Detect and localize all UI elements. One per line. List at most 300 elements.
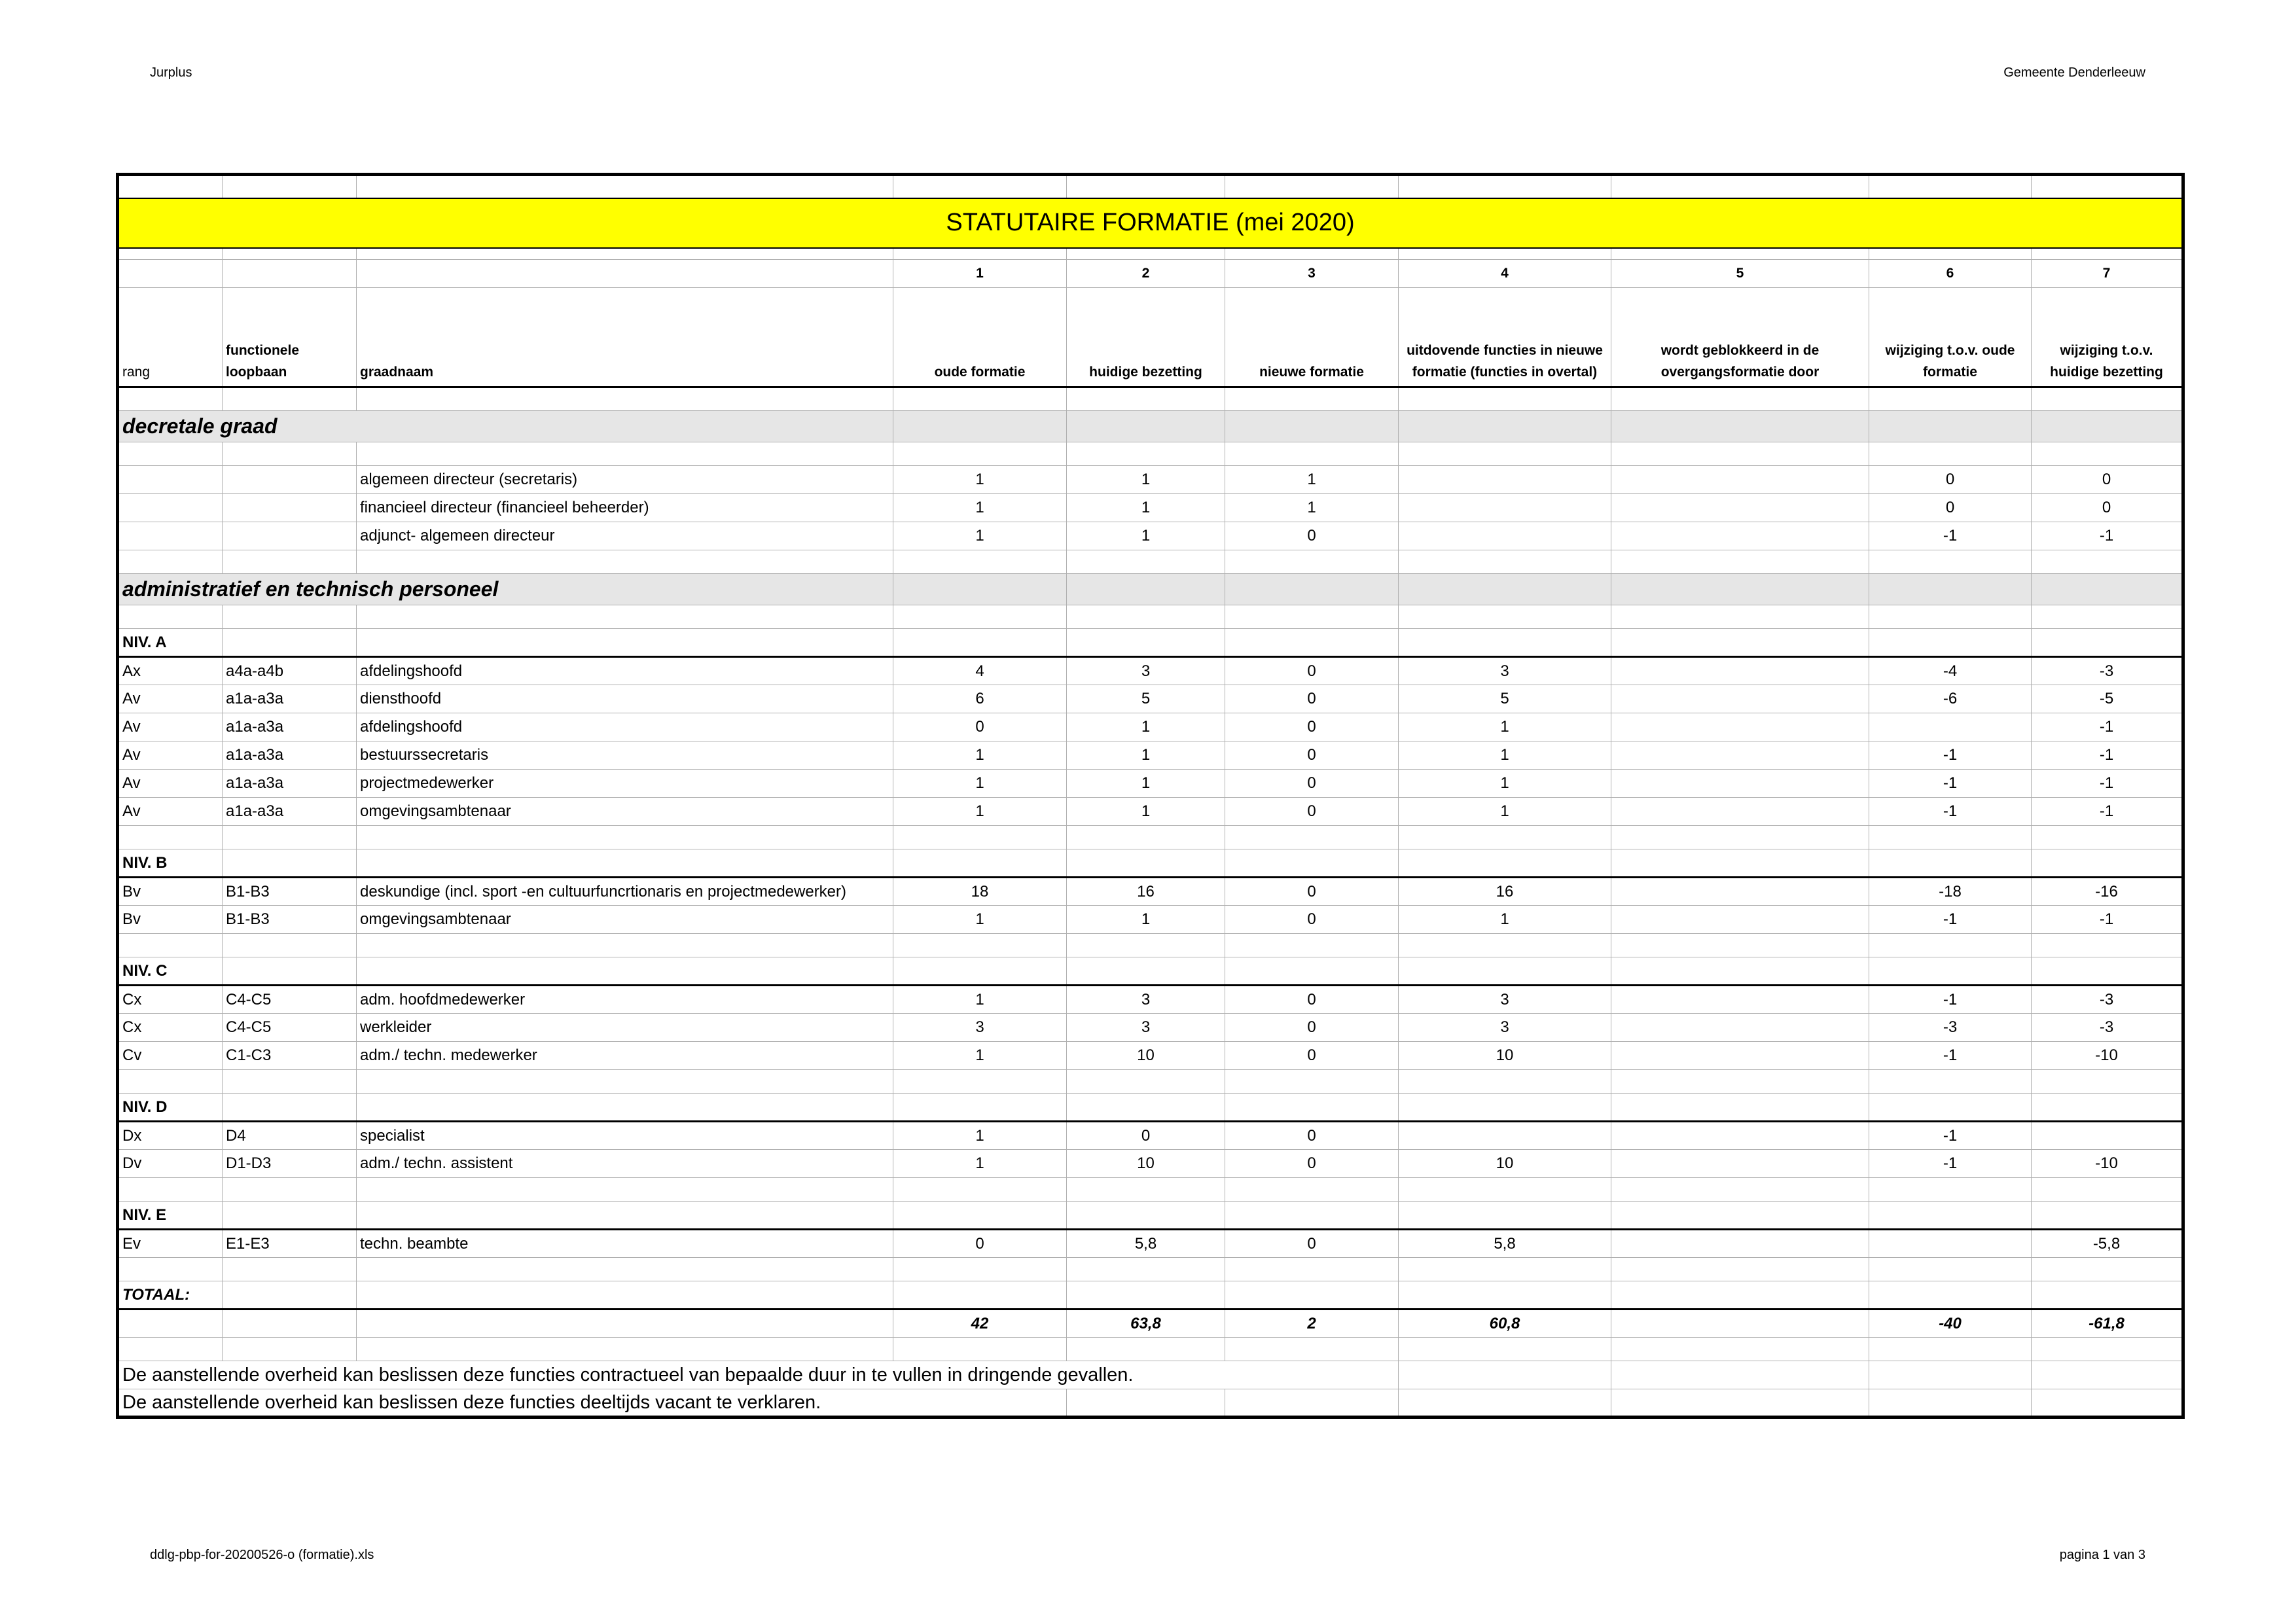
- cell-loopbaan: B1-B3: [223, 878, 357, 906]
- empty-cell: [1869, 1281, 2032, 1310]
- empty-cell: [1611, 1361, 1869, 1389]
- header-wijziging-oude: wijziging t.o.v. oude formatie: [1869, 288, 2032, 387]
- cell-oude-formatie: 4: [893, 657, 1067, 685]
- cell-nieuwe-formatie: 0: [1225, 1042, 1399, 1070]
- empty-cell: [1399, 629, 1611, 657]
- cell-geblokkeerd: [1611, 713, 1869, 741]
- cell-geblokkeerd: [1611, 1122, 1869, 1150]
- level-row: [118, 957, 2183, 986]
- empty-cell: [893, 1338, 1067, 1361]
- cell-rang: Bv: [118, 906, 223, 934]
- empty-cell: [2032, 1389, 2183, 1418]
- spacer-row: [118, 550, 2183, 574]
- level-row: [118, 1094, 2183, 1122]
- empty-cell: [1225, 629, 1399, 657]
- cell-wijziging-oude: -1: [1869, 1122, 2032, 1150]
- cell-rang: Bv: [118, 878, 223, 906]
- cell-geblokkeerd: [1611, 1042, 1869, 1070]
- cell-huidige-bezetting: 3: [1067, 986, 1225, 1014]
- empty-cell: [893, 574, 1067, 605]
- empty-cell: [1869, 957, 2032, 986]
- header-oude-formatie: oude formatie: [893, 288, 1067, 387]
- cell-huidige-bezetting: 5,8: [1067, 1230, 1225, 1258]
- cell-graadnaam: werkleider: [357, 1014, 893, 1042]
- cell-uitdovend: 5: [1399, 685, 1611, 713]
- cell-wijziging-huidige: [2032, 1122, 2183, 1150]
- empty-cell: [223, 1178, 357, 1202]
- empty-cell: [1399, 849, 1611, 878]
- cell-huidige-bezetting: 3: [1067, 1014, 1225, 1042]
- empty-cell: [1225, 387, 1399, 411]
- empty-cell: [357, 1258, 893, 1281]
- cell-nieuwe-formatie: 0: [1225, 986, 1399, 1014]
- cell-uitdovend: 10: [1399, 1042, 1611, 1070]
- cell-rang: [118, 466, 223, 494]
- empty-cell: [118, 550, 223, 574]
- empty-cell: [893, 1094, 1067, 1122]
- spacer-row: [118, 826, 2183, 849]
- empty-cell: [1611, 605, 1869, 629]
- column-number: 6: [1869, 260, 2032, 288]
- empty-cell: [1067, 849, 1225, 878]
- cell-wijziging-oude: -3: [1869, 1014, 2032, 1042]
- empty-cell: [223, 1281, 357, 1310]
- cell-nieuwe-formatie: 0: [1225, 1122, 1399, 1150]
- level-label: NIV. E: [118, 1202, 223, 1230]
- empty-cell: [1067, 1338, 1225, 1361]
- cell-geblokkeerd: [1611, 986, 1869, 1014]
- cell-oude-formatie: 0: [893, 713, 1067, 741]
- empty-cell: [893, 826, 1067, 849]
- cell-uitdovend: 1: [1399, 798, 1611, 826]
- empty-cell: [2032, 550, 2183, 574]
- cell-loopbaan: C4-C5: [223, 986, 357, 1014]
- empty-cell: [1869, 605, 2032, 629]
- empty-cell: [893, 1070, 1067, 1094]
- cell-oude-formatie: 18: [893, 878, 1067, 906]
- empty-cell: [1225, 934, 1399, 957]
- empty-cell: [1611, 1338, 1869, 1361]
- empty-cell: [1611, 957, 1869, 986]
- cell-rang: [118, 494, 223, 522]
- empty-cell: [223, 550, 357, 574]
- empty-cell: [1399, 411, 1611, 442]
- cell-loopbaan: D4: [223, 1122, 357, 1150]
- empty-cell: [1399, 574, 1611, 605]
- empty-cell: [2032, 1281, 2183, 1310]
- empty-cell: [1067, 1178, 1225, 1202]
- header-uitdovende-functies: uitdovende functies in nieuwe formatie (functies in overtal): [1399, 288, 1611, 387]
- empty-cell: [1067, 1281, 1225, 1310]
- cell-rang: Cv: [118, 1042, 223, 1070]
- cell-loopbaan: D1-D3: [223, 1150, 357, 1178]
- cell-wijziging-oude: [1869, 1230, 2032, 1258]
- cell-rang: [118, 522, 223, 550]
- empty-cell: [1869, 1361, 2032, 1389]
- empty-cell: [357, 387, 893, 411]
- total-c3: 2: [1225, 1310, 1399, 1338]
- empty-cell: [223, 605, 357, 629]
- cell-uitdovend: [1399, 1122, 1611, 1150]
- empty-cell: [118, 1258, 223, 1281]
- empty-cell: [1067, 605, 1225, 629]
- totals-row: [118, 1310, 2183, 1338]
- table-row: [118, 741, 2183, 770]
- cell-nieuwe-formatie: 0: [1225, 657, 1399, 685]
- empty-cell: [1225, 574, 1399, 605]
- cell-huidige-bezetting: 3: [1067, 657, 1225, 685]
- cell-uitdovend: 1: [1399, 741, 1611, 770]
- empty-cell: [118, 1178, 223, 1202]
- empty-cell: [1869, 442, 2032, 466]
- empty-cell: [1067, 1094, 1225, 1122]
- cell-loopbaan: a1a-a3a: [223, 685, 357, 713]
- empty-cell: [1399, 442, 1611, 466]
- cell-uitdovend: 3: [1399, 986, 1611, 1014]
- cell-wijziging-oude: -1: [1869, 798, 2032, 826]
- empty-cell: [1225, 826, 1399, 849]
- total-c2: 63,8: [1067, 1310, 1225, 1338]
- header-nieuwe-formatie: nieuwe formatie: [1225, 288, 1399, 387]
- empty-cell: [118, 605, 223, 629]
- cell-uitdovend: 1: [1399, 906, 1611, 934]
- column-header-row: [118, 288, 2183, 387]
- column-number: 7: [2032, 260, 2183, 288]
- cell-graadnaam: omgevingsambtenaar: [357, 798, 893, 826]
- cell-geblokkeerd: [1611, 906, 1869, 934]
- spacer-row: [118, 1258, 2183, 1281]
- cell-loopbaan: a1a-a3a: [223, 770, 357, 798]
- empty-cell: [1399, 957, 1611, 986]
- empty-cell: [1869, 826, 2032, 849]
- cell-graadnaam: techn. beambte: [357, 1230, 893, 1258]
- cell-rang: Av: [118, 685, 223, 713]
- empty-cell: [2032, 411, 2183, 442]
- cell-wijziging-huidige: -5,8: [2032, 1230, 2183, 1258]
- spacer-row: [118, 1178, 2183, 1202]
- cell-rang: Av: [118, 741, 223, 770]
- level-label: NIV. D: [118, 1094, 223, 1122]
- note-row: [118, 1389, 2183, 1418]
- spacer-row: [118, 1338, 2183, 1361]
- cell-geblokkeerd: [1611, 522, 1869, 550]
- cell-graadnaam: omgevingsambtenaar: [357, 906, 893, 934]
- spacer-row: [118, 1070, 2183, 1094]
- empty-cell: [1869, 629, 2032, 657]
- table-row: [118, 878, 2183, 906]
- empty-cell: [1611, 1094, 1869, 1122]
- cell-oude-formatie: 3: [893, 1014, 1067, 1042]
- spacer-row: [118, 248, 2183, 260]
- empty-cell: [1225, 849, 1399, 878]
- empty-cell: [2032, 826, 2183, 849]
- cell-rang: Av: [118, 713, 223, 741]
- empty-cell: [1399, 1094, 1611, 1122]
- cell-loopbaan: C1-C3: [223, 1042, 357, 1070]
- cell-graadnaam: diensthoofd: [357, 685, 893, 713]
- cell-wijziging-oude: 0: [1869, 466, 2032, 494]
- table-row: [118, 522, 2183, 550]
- cell-huidige-bezetting: 1: [1067, 466, 1225, 494]
- cell-oude-formatie: 1: [893, 741, 1067, 770]
- empty-cell: [223, 1310, 357, 1338]
- empty-cell: [893, 1178, 1067, 1202]
- empty-cell: [2032, 574, 2183, 605]
- empty-cell: [2032, 1178, 2183, 1202]
- empty-cell: [893, 629, 1067, 657]
- empty-cell: [1399, 387, 1611, 411]
- empty-cell: [1067, 629, 1225, 657]
- empty-cell: [2032, 1202, 2183, 1230]
- cell-loopbaan: [223, 466, 357, 494]
- total-c5: [1611, 1310, 1869, 1338]
- cell-uitdovend: 5,8: [1399, 1230, 1611, 1258]
- empty-cell: [2032, 1094, 2183, 1122]
- empty-cell: [1399, 1258, 1611, 1281]
- cell-graadnaam: adjunct- algemeen directeur: [357, 522, 893, 550]
- table-row: [118, 1042, 2183, 1070]
- cell-loopbaan: a1a-a3a: [223, 798, 357, 826]
- cell-wijziging-oude: -1: [1869, 1042, 2032, 1070]
- empty-cell: [223, 629, 357, 657]
- empty-cell: [1869, 1094, 2032, 1122]
- cell-wijziging-huidige: -1: [2032, 906, 2183, 934]
- empty-cell: [2032, 1338, 2183, 1361]
- empty-cell: [1067, 826, 1225, 849]
- cell-wijziging-huidige: -10: [2032, 1042, 2183, 1070]
- note-text: De aanstellende overheid kan beslissen deze functies contractueel van bepaalde duur in te vullen in dringende gevallen.: [118, 1361, 1399, 1389]
- cell-loopbaan: a1a-a3a: [223, 713, 357, 741]
- empty-cell: [357, 1310, 893, 1338]
- cell-wijziging-huidige: -1: [2032, 522, 2183, 550]
- empty-cell: [223, 934, 357, 957]
- cell-graadnaam: specialist: [357, 1122, 893, 1150]
- cell-huidige-bezetting: 16: [1067, 878, 1225, 906]
- empty-cell: [357, 1070, 893, 1094]
- cell-wijziging-huidige: 0: [2032, 494, 2183, 522]
- cell-huidige-bezetting: 0: [1067, 1122, 1225, 1150]
- empty-cell: [1611, 1258, 1869, 1281]
- empty-cell: [357, 826, 893, 849]
- cell-nieuwe-formatie: 0: [1225, 1014, 1399, 1042]
- header-huidige-bezetting: huidige bezetting: [1067, 288, 1225, 387]
- table-title: STATUTAIRE FORMATIE (mei 2020): [118, 198, 2183, 248]
- table-row: [118, 713, 2183, 741]
- cell-graadnaam: algemeen directeur (secretaris): [357, 466, 893, 494]
- table-row: [118, 770, 2183, 798]
- cell-nieuwe-formatie: 0: [1225, 906, 1399, 934]
- cell-wijziging-oude: -4: [1869, 657, 2032, 685]
- cell-wijziging-huidige: -1: [2032, 798, 2183, 826]
- empty-cell: [1399, 1281, 1611, 1310]
- empty-cell: [1067, 411, 1225, 442]
- column-number: 4: [1399, 260, 1611, 288]
- cell-oude-formatie: 0: [893, 1230, 1067, 1258]
- empty-cell: [2032, 957, 2183, 986]
- empty-cell: [1225, 605, 1399, 629]
- table-row: [118, 494, 2183, 522]
- empty-cell: [357, 550, 893, 574]
- total-c4: 60,8: [1399, 1310, 1611, 1338]
- page-header-right: Gemeente Denderleeuw: [2003, 65, 2145, 80]
- empty-cell: [1225, 957, 1399, 986]
- empty-cell: [1611, 826, 1869, 849]
- cell-wijziging-huidige: -1: [2032, 770, 2183, 798]
- cell-oude-formatie: 1: [893, 494, 1067, 522]
- cell-uitdovend: 3: [1399, 657, 1611, 685]
- empty-cell: [357, 1281, 893, 1310]
- cell-wijziging-oude: -6: [1869, 685, 2032, 713]
- empty-cell: [223, 387, 357, 411]
- empty-cell: [223, 849, 357, 878]
- table-row: [118, 906, 2183, 934]
- empty-cell: [223, 826, 357, 849]
- level-row: [118, 1202, 2183, 1230]
- empty-cell: [1869, 574, 2032, 605]
- empty-cell: [223, 1338, 357, 1361]
- empty-cell: [1611, 411, 1869, 442]
- cell-graadnaam: projectmedewerker: [357, 770, 893, 798]
- total-c1: 42: [893, 1310, 1067, 1338]
- empty-cell: [1067, 387, 1225, 411]
- empty-cell: [118, 387, 223, 411]
- page-footer-left: ddlg-pbp-for-20200526-o (formatie).xls: [150, 1548, 374, 1562]
- empty-cell: [893, 934, 1067, 957]
- section-row: [118, 411, 2183, 442]
- empty-cell: [1611, 1070, 1869, 1094]
- empty-cell: [1067, 957, 1225, 986]
- column-number: 1: [893, 260, 1067, 288]
- table-row: [118, 685, 2183, 713]
- section-row: [118, 574, 2183, 605]
- note-text: De aanstellende overheid kan beslissen deze functies deeltijds vacant te verklaren.: [118, 1389, 1067, 1418]
- cell-wijziging-huidige: -3: [2032, 986, 2183, 1014]
- empty-cell: [357, 957, 893, 986]
- table-row: [118, 1122, 2183, 1150]
- cell-huidige-bezetting: 10: [1067, 1042, 1225, 1070]
- cell-geblokkeerd: [1611, 1230, 1869, 1258]
- empty-cell: [2032, 1258, 2183, 1281]
- cell-loopbaan: a1a-a3a: [223, 741, 357, 770]
- table-row: [118, 798, 2183, 826]
- cell-oude-formatie: 1: [893, 1150, 1067, 1178]
- cell-graadnaam: afdelingshoofd: [357, 657, 893, 685]
- cell-wijziging-oude: -1: [1869, 1150, 2032, 1178]
- cell-wijziging-oude: -1: [1869, 906, 2032, 934]
- cell-graadnaam: deskundige (incl. sport -en cultuurfuncrtionaris en projectmedewerker): [357, 878, 893, 906]
- cell-oude-formatie: 1: [893, 906, 1067, 934]
- empty-cell: [893, 605, 1067, 629]
- cell-wijziging-oude: -1: [1869, 986, 2032, 1014]
- total-label-row: [118, 1281, 2183, 1310]
- cell-loopbaan: [223, 494, 357, 522]
- cell-oude-formatie: 1: [893, 522, 1067, 550]
- empty-cell: [357, 1178, 893, 1202]
- empty-cell: [357, 629, 893, 657]
- empty-cell: [1225, 1338, 1399, 1361]
- empty-cell: [1611, 1202, 1869, 1230]
- cell-wijziging-oude: -1: [1869, 770, 2032, 798]
- empty-cell: [1869, 1258, 2032, 1281]
- title-row: [118, 198, 2183, 248]
- cell-huidige-bezetting: 1: [1067, 741, 1225, 770]
- empty-cell: [223, 1258, 357, 1281]
- empty-cell: [1399, 1389, 1611, 1418]
- table-row: [118, 1230, 2183, 1258]
- empty-cell: [1225, 1258, 1399, 1281]
- empty-cell: [1399, 1070, 1611, 1094]
- column-number: 2: [1067, 260, 1225, 288]
- empty-cell: [1611, 574, 1869, 605]
- cell-huidige-bezetting: 5: [1067, 685, 1225, 713]
- cell-huidige-bezetting: 10: [1067, 1150, 1225, 1178]
- total-c7: -61,8: [2032, 1310, 2183, 1338]
- empty-cell: [1611, 1178, 1869, 1202]
- table-body: [118, 175, 2183, 1418]
- cell-huidige-bezetting: 1: [1067, 906, 1225, 934]
- column-number: 3: [1225, 260, 1399, 288]
- empty-cell: [2032, 1361, 2183, 1389]
- cell-wijziging-oude: -1: [1869, 741, 2032, 770]
- cell-graadnaam: financieel directeur (financieel beheerder): [357, 494, 893, 522]
- cell-uitdovend: [1399, 466, 1611, 494]
- cell-wijziging-huidige: 0: [2032, 466, 2183, 494]
- empty-cell: [223, 1094, 357, 1122]
- empty-cell: [223, 1070, 357, 1094]
- section-label: administratief en technisch personeel: [118, 574, 893, 605]
- cell-nieuwe-formatie: 1: [1225, 494, 1399, 522]
- empty-cell: [893, 1202, 1067, 1230]
- empty-cell: [1225, 1094, 1399, 1122]
- cell-graadnaam: bestuurssecretaris: [357, 741, 893, 770]
- cell-graadnaam: adm./ techn. assistent: [357, 1150, 893, 1178]
- empty-cell: [1225, 1281, 1399, 1310]
- cell-oude-formatie: 6: [893, 685, 1067, 713]
- empty-cell: [893, 1281, 1067, 1310]
- empty-cell: [118, 442, 223, 466]
- cell-graadnaam: adm. hoofdmedewerker: [357, 986, 893, 1014]
- empty-cell: [1611, 1389, 1869, 1418]
- empty-cell: [357, 849, 893, 878]
- table-row: [118, 1014, 2183, 1042]
- cell-nieuwe-formatie: 0: [1225, 713, 1399, 741]
- cell-geblokkeerd: [1611, 494, 1869, 522]
- empty-cell: [1611, 934, 1869, 957]
- empty-cell: [1869, 1178, 2032, 1202]
- empty-cell: [2032, 629, 2183, 657]
- cell-rang: Dx: [118, 1122, 223, 1150]
- empty-cell: [118, 1070, 223, 1094]
- cell-geblokkeerd: [1611, 1150, 1869, 1178]
- empty-cell: [357, 605, 893, 629]
- empty-cell: [2032, 1070, 2183, 1094]
- cell-nieuwe-formatie: 0: [1225, 770, 1399, 798]
- header-loopbaan: functionele loopbaan: [223, 288, 357, 387]
- cell-geblokkeerd: [1611, 657, 1869, 685]
- header-graadnaam: graadnaam: [357, 288, 893, 387]
- header-rang: rang: [118, 288, 223, 387]
- empty-cell: [893, 411, 1067, 442]
- empty-cell: [1067, 550, 1225, 574]
- level-row: [118, 629, 2183, 657]
- empty-cell: [893, 957, 1067, 986]
- level-label: NIV. B: [118, 849, 223, 878]
- level-label: NIV. C: [118, 957, 223, 986]
- empty-cell: [2032, 387, 2183, 411]
- cell-wijziging-oude: -18: [1869, 878, 2032, 906]
- empty-cell: [223, 1202, 357, 1230]
- empty-cell: [357, 1094, 893, 1122]
